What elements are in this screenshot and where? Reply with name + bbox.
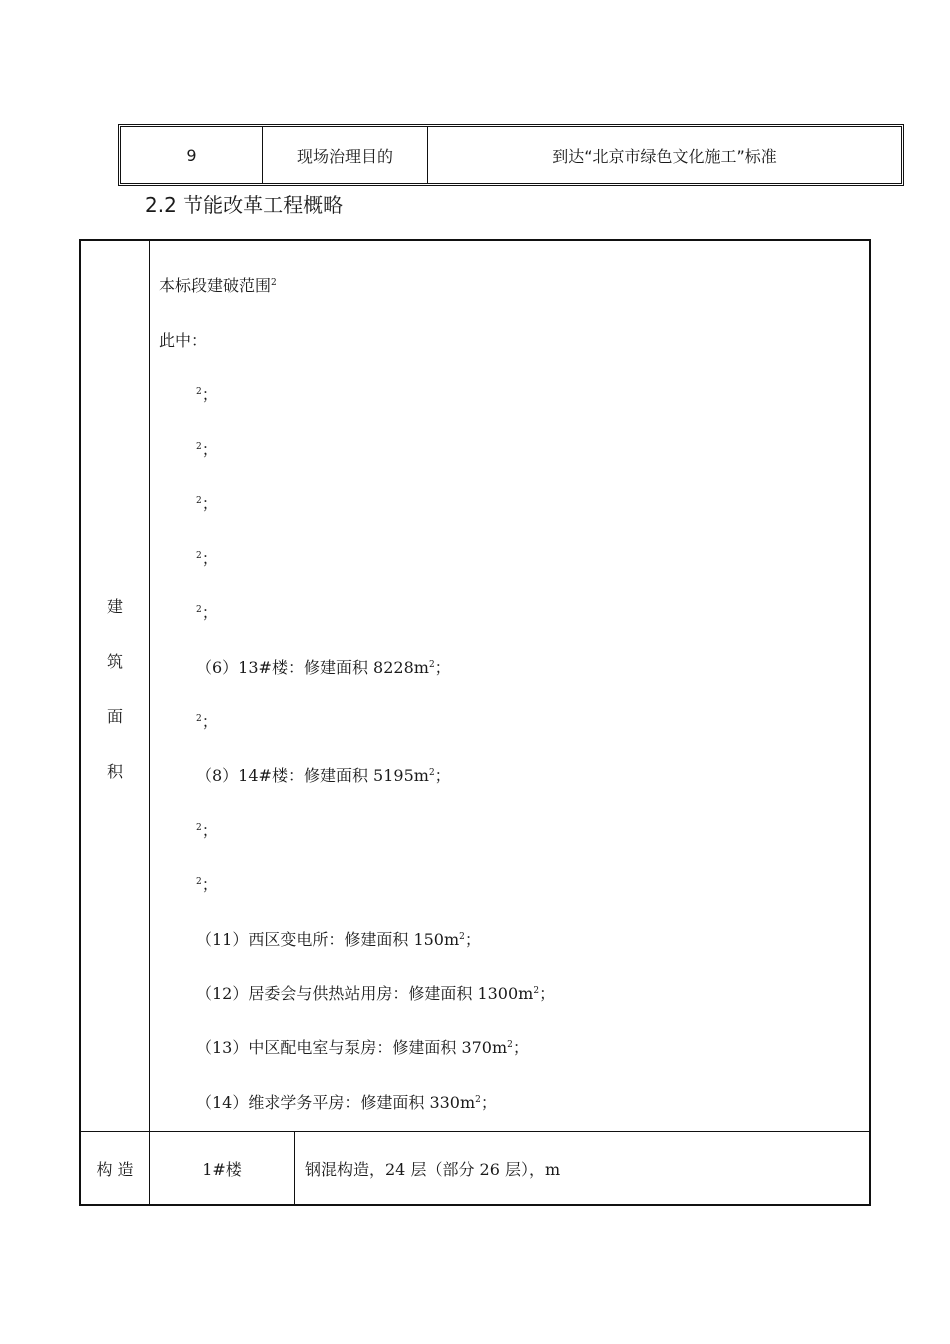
area-line: （11）西区变电所：修建面积 $150m^2$；	[196, 930, 481, 949]
top-table	[118, 124, 904, 186]
area-line: （6）13#楼：修建面积 $8228m^2$；	[196, 658, 451, 677]
area-line: （8）14#楼：修建面积 $5195m^2$；	[196, 766, 451, 785]
superscript: 2	[271, 278, 277, 288]
area-line: $^2$；	[196, 440, 218, 459]
item-target: 到达“北京市绿色文化施工”标准	[552, 146, 777, 166]
area-line: $^2$；	[196, 494, 218, 513]
area-line: （12）居委会与供热站用房：修建面积 $1300m^2$；	[196, 984, 556, 1003]
area-label-char: 面	[106, 707, 123, 726]
area-among: 此中：	[159, 331, 208, 350]
main-table	[79, 239, 871, 1206]
area-line: （14）维求学务平房：修建面积 $330m^2$；	[196, 1093, 497, 1112]
area-line: $^2$；	[196, 712, 218, 731]
area-line: $^2$；	[196, 821, 218, 840]
area-line: $^2$；	[196, 603, 218, 622]
row-number: 9	[121, 127, 263, 183]
area-line: $^2$；	[196, 875, 218, 894]
structure-description: 钢混构造，24 层（部分 26 层），m	[305, 1159, 561, 1179]
section-heading: 2.2 节能改革工程概略	[145, 193, 344, 217]
area-label-char: 筑	[106, 652, 123, 671]
area-line: $^2$；	[196, 385, 218, 404]
area-label-char: 建	[106, 597, 123, 616]
structure-label: 构 造	[96, 1159, 134, 1179]
area-line: $^2$；	[196, 549, 218, 568]
area-column-divider	[149, 241, 150, 1132]
item-name: 现场治理目的	[263, 127, 428, 183]
area-label-char: 积	[106, 762, 123, 781]
structure-divider-2	[294, 1132, 295, 1204]
area-label	[81, 596, 149, 816]
area-intro	[159, 273, 277, 296]
area-line: （13）中区配电室与泵房：修建面积 $370m^2$；	[196, 1038, 529, 1057]
structure-building: 1#楼	[202, 1159, 242, 1179]
area-intro-text: 本标段建破范围	[159, 276, 272, 295]
